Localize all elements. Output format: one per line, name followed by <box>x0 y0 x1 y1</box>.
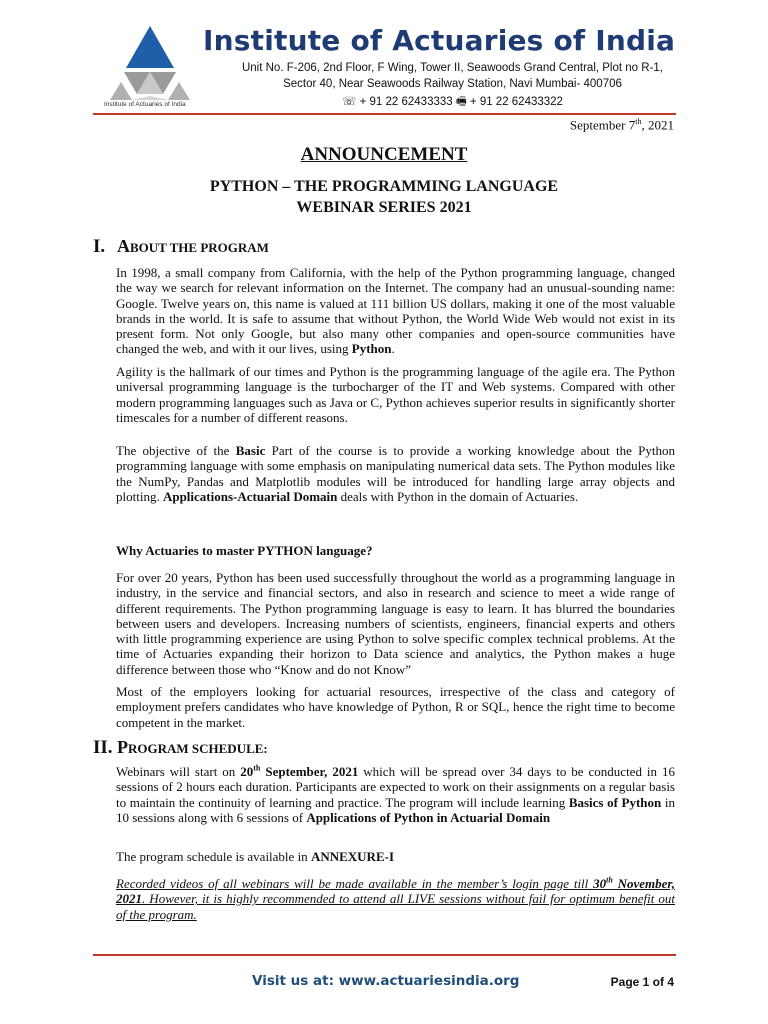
phone-fax-line: ☏ + 91 22 62433333 🖷 + 91 22 62433322 <box>342 96 563 108</box>
page-number: Page 1 of 4 <box>610 975 674 989</box>
why-paragraph-2: Most of the employers looking for actuarial resources, irrespective of the class and category of employment prefers candidates who have knowledge of Python, R or SQL, hence the right time to become competent in the market. <box>116 684 675 730</box>
why-actuaries-heading: Why Actuaries to master PYTHON language? <box>116 543 373 558</box>
schedule-paragraph-1: Webinars will start on 20th September, 2021 which will be spread over 34 days to be conducted in 16 sessions of 2 hours each duration. Participants are expected to work on their assignments on a regular basis to maintain the continuity of learning and practice. The program will include learning Basics of Python in 10 sessions along with 6 sessions of Applications of Python in Actuarial Domain <box>116 763 675 825</box>
section-about-heading: I. ABOUT THE PROGRAM <box>93 236 269 257</box>
address-line-1: Unit No. F-206, 2nd Floor, F Wing, Tower II, Seawoods Grand Central, Plot no R-1, <box>241 62 663 74</box>
schedule-paragraph-2: The program schedule is available in ANNEXURE-I <box>116 849 394 864</box>
announcement-title: ANNOUNCEMENT <box>300 144 468 165</box>
section-schedule-heading: II. PROGRAM SCHEDULE: <box>93 737 268 758</box>
why-paragraph-1: For over 20 years, Python has been used successfully throughout the world as a programming language in industry, in the service and financial sectors, and also in research and science to meet a wide range of different requirements. The Python programming language is easy to learn. It has blurred the boundaries between users and developers. Increasing numbers of scientists, engineers, financial experts and others with little programming experience are using Python to solve specific complex technical problems. At the time of Actuaries expanding their horizon to Data science and analytics, the Python makes a huge difference between those who “Know and do not Know” <box>116 570 675 677</box>
website-link[interactable]: Visit us at: www.actuariesindia.org <box>252 973 520 989</box>
about-paragraph-2: Agility is the hallmark of our times and Python is the programming language of the agile era. The Python universal programming language is the turbocharger of the IT and Web systems. Compared with other modern programming languages such as Java or C, Python achieves superior results in significantly shorter timescales for a number of different reasons. <box>116 364 675 425</box>
header-divider <box>93 113 676 115</box>
organization-name: Institute of Actuaries of India <box>203 24 676 57</box>
series-title: WEBINAR SERIES 2021 <box>296 199 472 216</box>
footer-divider <box>93 954 676 956</box>
about-paragraph-3: The objective of the Basic Part of the course is to provide a working knowledge about the Python programming language with some emphasis on manipulating numerical data sets. The Python modules like the NumPy, Pandas and Matplotlib modules will be introduced for handling large array objects and plotting. Applications-Actuarial Domain deals with Python in the domain of Actuaries. <box>116 443 675 504</box>
program-title: PYTHON – THE PROGRAMMING LANGUAGE <box>209 178 559 195</box>
logo-caption: Institute of Actuaries of India <box>104 101 186 108</box>
recorded-videos-note: Recorded videos of all webinars will be made available in the member’s login page till 30th November, 2021. However, it is highly recommended to attend all LIVE sessions without fail for optimum benefit out of the program. <box>116 875 675 922</box>
announcement-date: September 7th, 2021 <box>569 117 674 133</box>
address-line-2: Sector 40, Near Seawoods Railway Station, Navi Mumbai- 400706 <box>283 78 622 90</box>
about-paragraph-1: In 1998, a small company from California, with the help of the Python programming language, changed the way we search for relevant information on the Internet. The company had an unusual-sounding name: Google. Twelve years on, this name is valued at 111 billion US dollars, making it one of the most valuable brands in the world. It is safe to assume that without Python, the World Wide Web would not exist in its present form. Not only Google, but also many other companies and open-source communities have changed the web, and with it our lives, using Python. <box>116 265 675 357</box>
